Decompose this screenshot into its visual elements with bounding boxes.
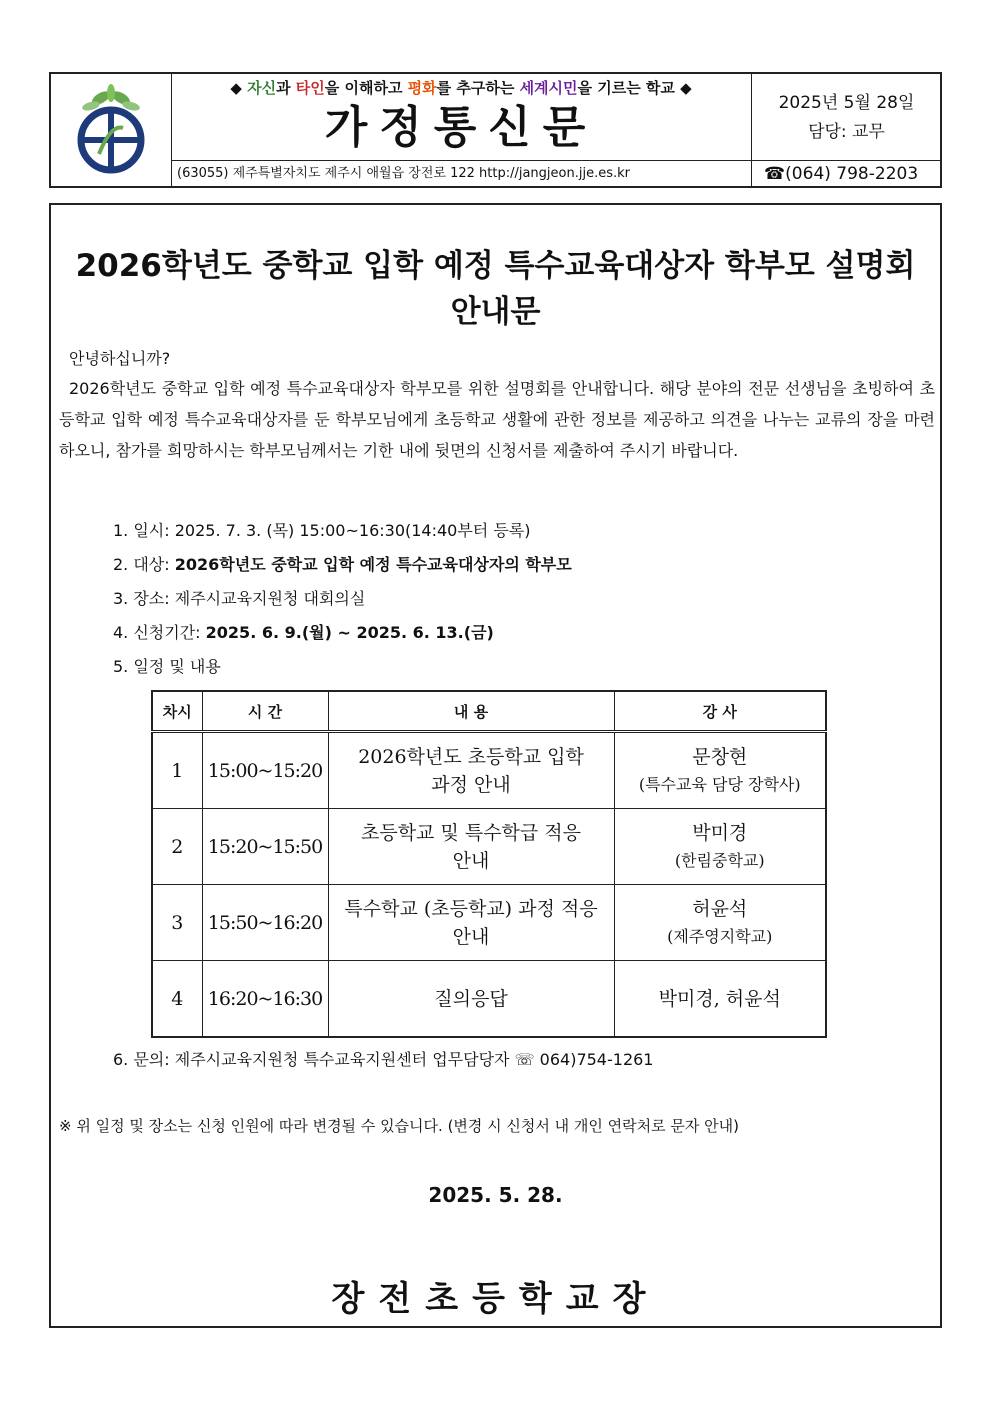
greeting: 안녕하십니까? [69,349,171,368]
issue-info [751,74,941,160]
list-item-period: 4. 신청기간: 2025. 6. 9.(월) ~ 2025. 6. 13.(금) [113,623,494,642]
session-lecturer: 박미경, 허윤석 [614,961,826,1038]
col-header-content: 내 용 [328,691,614,732]
session-no: 4 [152,961,202,1038]
list-item-date: 1. 일시: 2025. 7. 3. (목) 15:00~16:30(14:40부터 등록) [113,521,531,540]
session-content: 2026학년도 초등학교 입학 과정 안내 [328,732,614,809]
session-lecturer: 허윤석 (제주영지학교) [614,885,826,961]
school-logo [51,74,172,186]
signer-principal: 장전초등학교장 [331,1279,660,1319]
session-lecturer: 박미경 (한림중학교) [614,809,826,885]
session-content: 초등학교 및 특수학급 적응 안내 [328,809,614,885]
school-motto: ◆ 자신과 타인을 이해하고 평화를 추구하는 세계시민을 기르는 학교 ◆ [230,79,692,97]
col-header-time: 시 간 [202,691,328,732]
list-item-schedule: 5. 일정 및 내용 [113,657,221,676]
document-title [51,243,940,335]
col-header-lecturer: 강 사 [614,691,826,732]
session-content: 질의응답 [328,961,614,1038]
notice-body [49,203,942,1328]
list-item-target: 2. 대상: 2026학년도 중학교 입학 예정 특수교육대상자의 학부모 [113,555,572,574]
session-no: 2 [152,809,202,885]
school-phone: ☎(064) 798-2203 [751,160,940,186]
info-list [113,517,572,687]
change-notice: ※ 위 일정 및 장소는 신청 인원에 따라 변경될 수 있습니다. (변경 시 신청서 내 개인 연락처로 문자 안내) [59,1117,739,1135]
school-address: (63055) 제주특별자치도 제주시 애월읍 장전로 122 http://jangjeon.jje.es.kr [171,160,751,186]
schedule-table [151,690,827,1038]
newsletter-header [49,72,942,188]
session-no: 3 [152,885,202,961]
session-time: 15:20~15:50 [202,809,328,885]
session-lecturer: 문창현 (특수교육 담당 장학사) [614,732,826,809]
table-row [152,961,826,1038]
list-item-place: 3. 장소: 제주시교육지원청 대회의실 [113,589,366,608]
session-time: 15:00~15:20 [202,732,328,809]
table-header-row [152,691,826,732]
newsletter-title: 가정통신문 [324,102,598,153]
table-row [152,809,826,885]
table-row [152,885,826,961]
title-line-1: 2026학년도 중학교 입학 예정 특수교육대상자 학부모 설명회 [75,248,916,284]
body-paragraph: 2026학년도 중학교 입학 예정 특수교육대상자 학부모를 위한 설명회를 안내합니다. 해당 분야의 전문 선생님을 초빙하여 초등학교 입학 예정 특수교육대상자를 둔 학부모님에게 초등학교 생활에 관한 정보를 제공하고 의견을 나누는 교류의 장을 마련하오니, 참가를 희망하시는 학부모님께서는 기한 내에 뒷면의 신청서를 제출하여 주시기 바랍니다. [59,379,935,460]
session-content: 특수학교 (초등학교) 과정 적응 안내 [328,885,614,961]
title-line-2: 안내문 [450,294,541,330]
issue-date: 2025년 5월 28일 [778,93,915,113]
manager-label: 담당: 교무 [808,122,885,142]
table-row [152,732,826,809]
school-emblem-icon [65,84,157,176]
session-time: 15:50~16:20 [202,885,328,961]
session-no: 1 [152,732,202,809]
session-time: 16:20~16:30 [202,961,328,1038]
sign-date: 2025. 5. 28. [428,1183,563,1207]
contact-info: 6. 문의: 제주시교육지원청 특수교육지원센터 업무담당자 ☏ 064)754-1261 [113,1050,654,1069]
col-header-session: 차시 [152,691,202,732]
